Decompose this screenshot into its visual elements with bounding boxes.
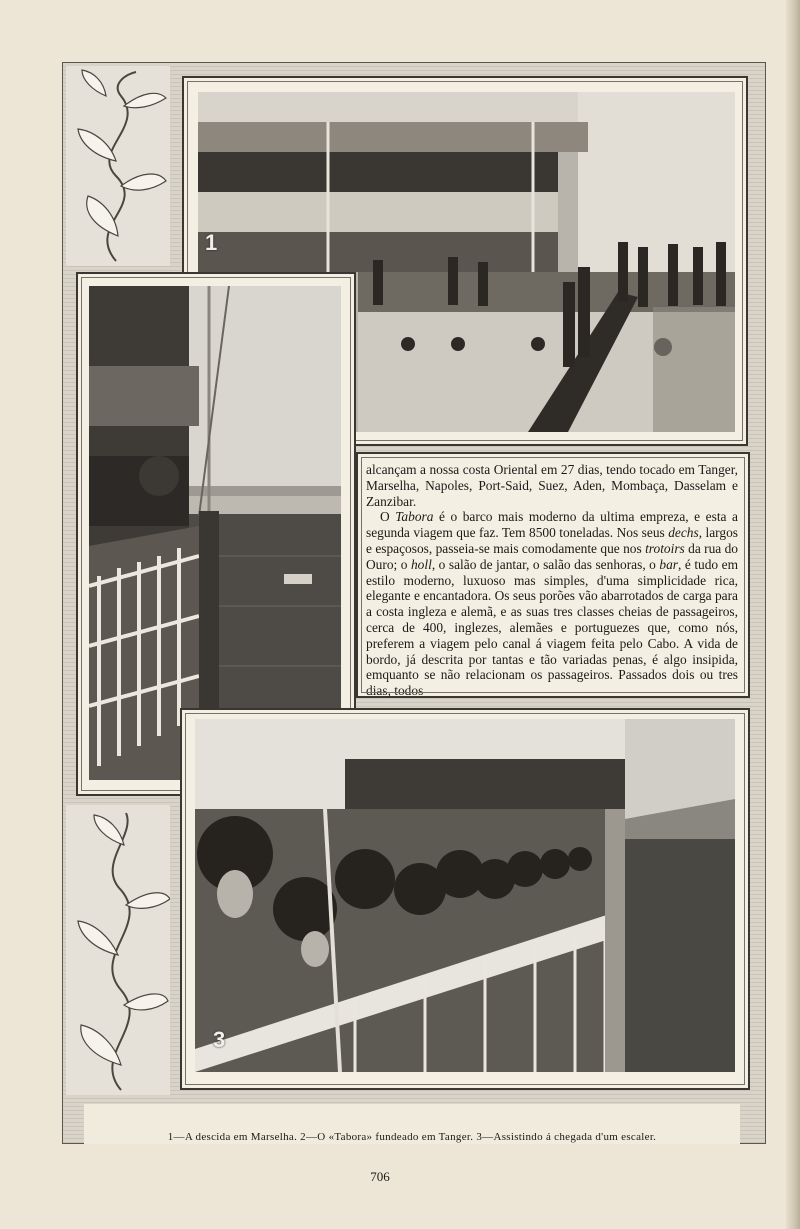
text-run: da rua do Ouro; o	[366, 540, 739, 572]
caption-strip	[84, 1104, 740, 1144]
text-run: alcançam a nossa costa Oriental em 27 dias, tendo tocado em Tanger, Marselha, Napoles, Port-Said, Suez, Aden, Mombaça, Dasselam e Zanzibar.	[366, 462, 738, 509]
floral-ornament-top-left	[66, 66, 170, 266]
photo-caption: 1—A descida em Marselha. 2—O «Tabora» fundeado em Tanger. 3—Assistindo á chegada d'um escaler.	[167, 1131, 657, 1143]
text-run: , largos e espaçosos, passeia-se mais comodamente que nos	[366, 525, 738, 556]
italic-term: dechs	[668, 525, 699, 541]
italic-term: bar	[659, 556, 678, 572]
italic-term: holl	[410, 556, 432, 572]
text-run: , o salão de jantar, o salão das senhoras, o	[431, 556, 660, 572]
article-text-box	[356, 452, 750, 698]
photo-3-number: 3	[213, 1027, 226, 1052]
article-paragraph	[366, 462, 738, 509]
text-run: , é tudo em estilo moderno, luxuoso mas simples, d'uma simplicidade rica, elegante e encantadora. Os seus porões vão abarrotados de carga para a costa ingleza e alemã, e as suas tres classes cheias de passageiros, cerca de 400, inglezes, alemães e portuguezes que, como nós, preferem a viagem pelo canal á viagem feita pelo Cabo. A vida de bordo, já descrita por tantas e tão variadas penas, é algo insipida, emquanto se não relacionam os passageiros. Passados dois ou tres dias, todos	[366, 556, 738, 699]
page-edge	[786, 0, 800, 1229]
article-paragraph	[366, 509, 738, 699]
photo-2-tabora-anchored	[89, 286, 341, 780]
text-run: O	[380, 509, 396, 525]
article-body-text	[366, 462, 738, 699]
photo-1-number: 1	[205, 230, 218, 255]
italic-term: trotoirs	[645, 540, 685, 556]
photo-3-watching-boat	[195, 719, 735, 1072]
page-number: 706	[370, 1169, 390, 1184]
text-run: é o barco mais moderno da ultima empreza, e esta a segunda viagem que faz. Tem 8500 toneladas. Nos seus	[366, 509, 738, 541]
italic-term: Tabora	[395, 509, 434, 525]
floral-ornament-bottom-left	[66, 805, 170, 1095]
